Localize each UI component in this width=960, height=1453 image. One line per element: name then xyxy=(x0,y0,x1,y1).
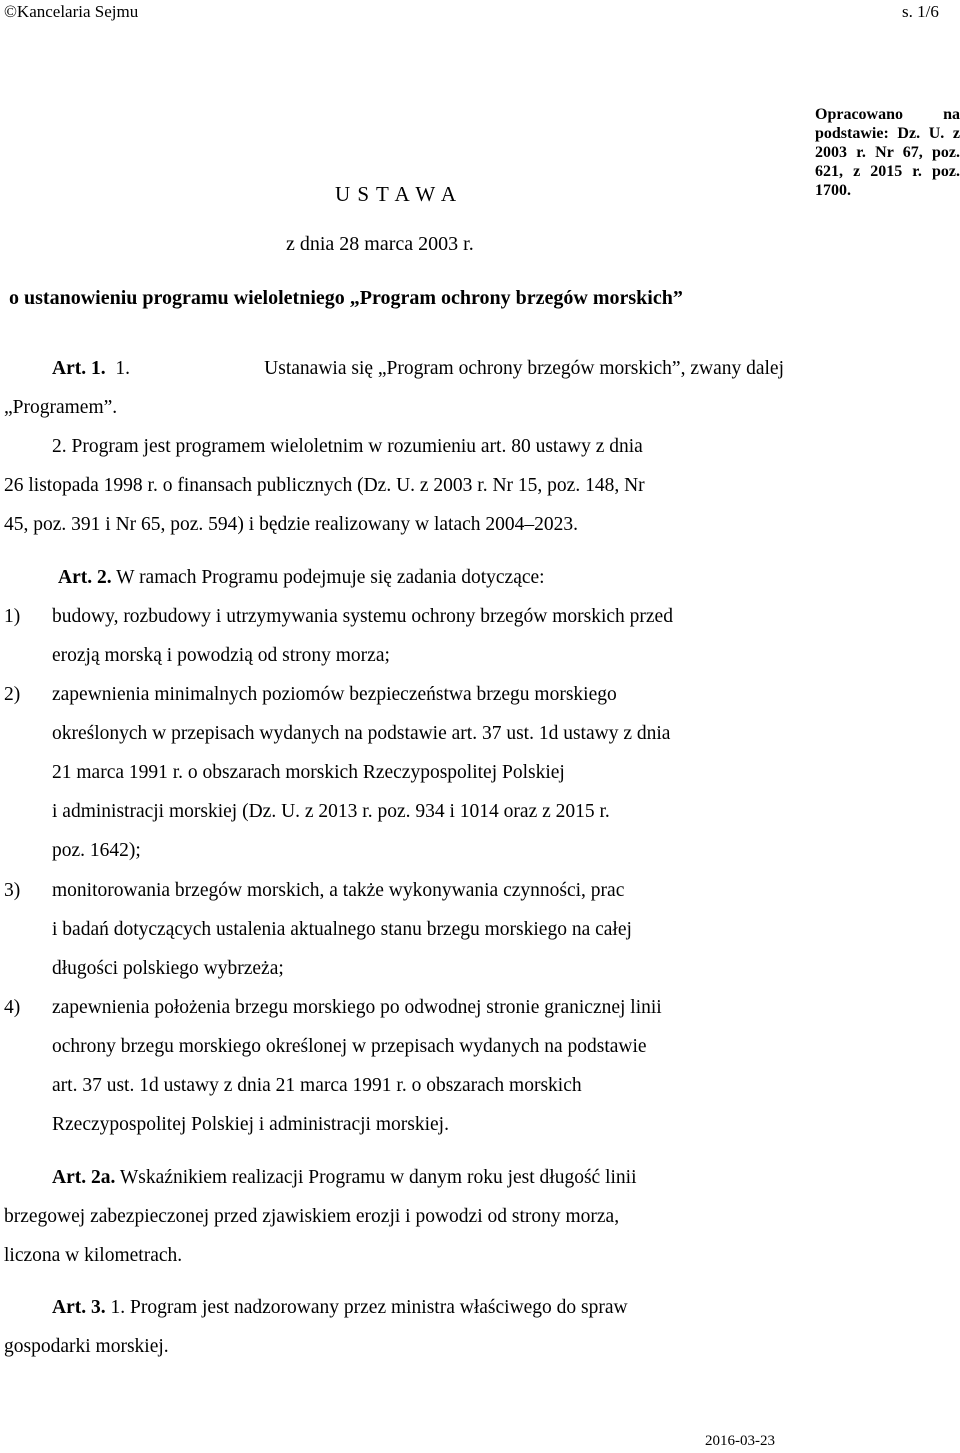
item-2-line5: poz. 1642); xyxy=(52,840,141,861)
item-1-line2: erozją morską i powodzią od strony morza; xyxy=(52,645,390,666)
item-4-line3: art. 37 ust. 1d ustawy z dnia 21 marca 1991 r. o obszarach morskich xyxy=(52,1075,582,1096)
item-3-line3: długości polskiego wybrzeża; xyxy=(52,958,284,979)
act-date: z dnia 28 marca 2003 r. xyxy=(286,233,474,255)
art1-line1 xyxy=(52,358,784,380)
art1-p1-line2: „Programem”. xyxy=(4,397,118,418)
item-3-num: 3) xyxy=(4,880,21,901)
art2a-label: Art. 2a. xyxy=(52,1167,116,1188)
item-1-line1: budowy, rozbudowy i utrzymywania systemu ochrony brzegów morskich przed xyxy=(52,606,673,627)
art1-p1-text: Ustanawia się „Program ochrony brzegów morskich”, zwany dalej xyxy=(264,358,784,379)
art2-intro: W ramach Programu podejmuje się zadania dotyczące: xyxy=(116,567,545,588)
item-4-line1: zapewnienia położenia brzegu morskiego po odwodnej stronie granicznej linii xyxy=(52,997,662,1018)
art3-line2: gospodarki morskiej. xyxy=(4,1336,169,1357)
art3-label: Art. 3. xyxy=(52,1297,106,1318)
item-3-line2: i badań dotyczących ustalenia aktualnego stanu brzegu morskiego na całej xyxy=(52,919,632,940)
source-note: Opracowano na podstawie: Dz. U. z 2003 r. Nr 67, poz. 621, z 2015 r. poz. 1700. xyxy=(815,106,960,199)
art2-intro-line xyxy=(58,567,545,589)
art1-p1-num: 1. xyxy=(115,358,130,379)
item-3-line1: monitorowania brzegów morskich, a także wykonywania czynności, prac xyxy=(52,880,625,901)
art1-p2-line3: 45, poz. 391 i Nr 65, poz. 594) i będzie realizowany w latach 2004–2023. xyxy=(4,514,579,535)
page-number: s. 1/6 xyxy=(902,2,939,21)
art1-label: Art. 1. xyxy=(52,358,106,379)
item-2-line3: 21 marca 1991 r. o obszarach morskich Rzeczypospolitej Polskiej xyxy=(52,762,565,783)
footer-date: 2016-03-23 xyxy=(705,1433,775,1449)
item-4-line4: Rzeczypospolitej Polskiej i administracji morskiej. xyxy=(52,1114,449,1135)
art2a-line1: Art. 2a. Wskaźnikiem realizacji Programu w danym roku jest długość linii xyxy=(52,1167,637,1188)
item-2-line2: określonych w przepisach wydanych na podstawie art. 37 ust. 1d ustawy z dnia xyxy=(52,723,671,744)
act-title: U S T A W A xyxy=(335,182,458,206)
act-subject: o ustanowieniu programu wieloletniego „Program ochrony brzegów morskich” xyxy=(9,287,683,309)
item-2-num: 2) xyxy=(4,684,21,705)
art2a-line2: brzegowej zabezpieczonej przed zjawiskiem erozji i powodzi od strony morza, xyxy=(4,1206,620,1227)
art1-p2-line1: 2. Program jest programem wieloletnim w rozumieniu art. 80 ustawy z dnia xyxy=(52,436,643,457)
item-4-num: 4) xyxy=(4,997,21,1018)
art2a-line3: liczona w kilometrach. xyxy=(4,1245,183,1266)
art1-p2-line2: 26 listopada 1998 r. o finansach publicznych (Dz. U. z 2003 r. Nr 15, poz. 148, Nr xyxy=(4,475,645,496)
header-source: ©Kancelaria Sejmu xyxy=(4,2,139,21)
item-2-line4: i administracji morskiej (Dz. U. z 2013 r. poz. 934 i 1014 oraz z 2015 r. xyxy=(52,801,610,822)
art3-line1: Art. 3. 1. Program jest nadzorowany przez ministra właściwego do spraw xyxy=(52,1297,628,1318)
item-2-line1: zapewnienia minimalnych poziomów bezpieczeństwa brzegu morskiego xyxy=(52,684,617,705)
item-1-num: 1) xyxy=(4,606,21,627)
art2-label: Art. 2. xyxy=(58,567,112,588)
item-4-line2: ochrony brzegu morskiego określonej w przepisach wydanych na podstawie xyxy=(52,1036,647,1057)
